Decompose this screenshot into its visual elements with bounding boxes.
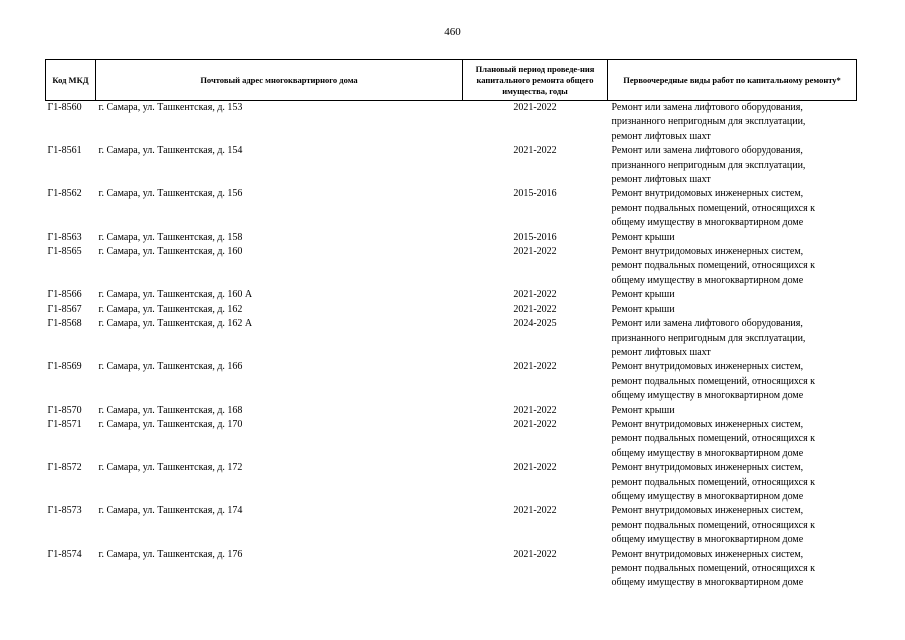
cell-code: Г1-8563 bbox=[47, 231, 82, 243]
cell-address: г. Самара, ул. Ташкентская, д. 162 А bbox=[98, 318, 253, 330]
cell-works bbox=[608, 418, 857, 461]
cell-period: 2021-2022 bbox=[513, 462, 557, 474]
cell-period: 2015-2016 bbox=[513, 231, 557, 243]
work-line: ремонт подвальных помещений, относящихся к bbox=[611, 519, 816, 531]
cell-address: г. Самара, ул. Ташкентская, д. 176 bbox=[98, 548, 243, 560]
work-line: общему имуществу в многоквартирном доме bbox=[611, 534, 804, 546]
header-address: Почтовый адрес многоквартирного дома bbox=[96, 60, 463, 101]
cell-works bbox=[608, 404, 857, 418]
work-line: признанного непригодным для эксплуатации, bbox=[611, 159, 806, 171]
work-line: Ремонт внутридомовых инженерных систем, bbox=[611, 188, 804, 200]
table-row bbox=[46, 360, 857, 403]
cell-works bbox=[608, 461, 857, 504]
cell-works bbox=[608, 101, 857, 145]
cell-period: 2024-2025 bbox=[513, 318, 557, 330]
page-number: 460 bbox=[444, 26, 461, 38]
cell-period: 2021-2022 bbox=[513, 505, 557, 517]
header-works: Первоочередные виды работ по капитальному ремонту* bbox=[608, 60, 857, 101]
cell-period: 2021-2022 bbox=[513, 102, 557, 113]
cell-code: Г1-8568 bbox=[47, 318, 82, 330]
cell-address: г. Самара, ул. Ташкентская, д. 158 bbox=[98, 231, 243, 243]
cell-period: 2021-2022 bbox=[513, 303, 557, 315]
table-row bbox=[46, 418, 857, 461]
cell-code: Г1-8570 bbox=[47, 404, 82, 416]
work-line: общему имуществу в многоквартирном доме bbox=[611, 217, 804, 229]
cell-address: г. Самара, ул. Ташкентская, д. 162 bbox=[98, 303, 243, 315]
cell-code: Г1-8569 bbox=[47, 361, 82, 373]
table-row bbox=[46, 504, 857, 547]
work-line: ремонт лифтовых шахт bbox=[611, 130, 711, 142]
table-row bbox=[46, 231, 857, 245]
cell-code: Г1-8572 bbox=[47, 462, 82, 474]
work-line: общему имуществу в многоквартирном доме bbox=[611, 390, 804, 402]
work-line: Ремонт крыши bbox=[611, 404, 675, 416]
cell-works bbox=[608, 245, 857, 288]
cell-address: г. Самара, ул. Ташкентская, д. 153 bbox=[98, 102, 243, 113]
table-row bbox=[46, 404, 857, 418]
work-line: Ремонт внутридомовых инженерных систем, bbox=[611, 418, 804, 430]
cell-works bbox=[608, 187, 857, 230]
work-line: общему имуществу в многоквартирном доме bbox=[611, 274, 804, 286]
table-body bbox=[46, 101, 857, 591]
cell-code: Г1-8561 bbox=[47, 145, 82, 157]
work-line: общему имуществу в многоквартирном доме bbox=[611, 490, 804, 502]
work-line: Ремонт внутридомовых инженерных систем, bbox=[611, 246, 804, 258]
work-line: признанного непригодным для эксплуатации, bbox=[611, 116, 806, 128]
cell-address: г. Самара, ул. Ташкентская, д. 174 bbox=[98, 505, 243, 517]
header-period: Плановый период проведе-ния капитального ремонта общего имущества, годы bbox=[463, 60, 608, 101]
cell-period: 2021-2022 bbox=[513, 289, 557, 301]
header-row bbox=[46, 60, 857, 101]
work-line: ремонт подвальных помещений, относящихся к bbox=[611, 202, 816, 214]
cell-works bbox=[608, 317, 857, 360]
cell-address: г. Самара, ул. Ташкентская, д. 154 bbox=[98, 145, 243, 157]
cell-code: Г1-8562 bbox=[47, 188, 82, 200]
cell-works bbox=[608, 504, 857, 547]
work-line: ремонт подвальных помещений, относящихся к bbox=[611, 375, 816, 387]
cell-works bbox=[608, 144, 857, 187]
work-line: Ремонт или замена лифтового оборудования, bbox=[611, 318, 803, 330]
table-row bbox=[46, 101, 857, 145]
table-row bbox=[46, 317, 857, 360]
work-line: Ремонт внутридомовых инженерных систем, bbox=[611, 505, 804, 517]
cell-period: 2021-2022 bbox=[513, 361, 557, 373]
work-line: ремонт лифтовых шахт bbox=[611, 346, 711, 358]
cell-works bbox=[608, 231, 857, 245]
cell-period: 2015-2016 bbox=[513, 188, 557, 200]
cell-works bbox=[608, 548, 857, 591]
table-header bbox=[46, 60, 857, 101]
work-line: признанного непригодным для эксплуатации, bbox=[611, 332, 806, 344]
work-line: ремонт подвальных помещений, относящихся к bbox=[611, 563, 816, 574]
work-line: Ремонт внутридомовых инженерных систем, bbox=[611, 361, 804, 373]
cell-code: Г1-8573 bbox=[47, 505, 82, 517]
work-line: ремонт лифтовых шахт bbox=[611, 174, 711, 186]
work-line: Ремонт крыши bbox=[611, 289, 675, 301]
cell-works bbox=[608, 360, 857, 403]
header-code: Код МКД bbox=[46, 60, 96, 101]
table-row bbox=[46, 303, 857, 317]
cell-address: г. Самара, ул. Ташкентская, д. 160 А bbox=[98, 289, 253, 301]
work-line: Ремонт внутридомовых инженерных систем, bbox=[611, 462, 804, 474]
cell-code: Г1-8571 bbox=[47, 418, 82, 430]
cell-period: 2021-2022 bbox=[513, 418, 557, 430]
table-row bbox=[46, 144, 857, 187]
capital-repair-table bbox=[45, 59, 857, 591]
cell-code: Г1-8566 bbox=[47, 289, 82, 301]
work-line: общему имуществу в многоквартирном доме bbox=[611, 447, 804, 459]
cell-address: г. Самара, ул. Ташкентская, д. 170 bbox=[98, 418, 243, 430]
cell-code: Г1-8560 bbox=[47, 102, 82, 113]
work-line: Ремонт крыши bbox=[611, 303, 675, 315]
table-row bbox=[46, 548, 857, 591]
cell-address: г. Самара, ул. Ташкентская, д. 168 bbox=[98, 404, 243, 416]
table-row bbox=[46, 187, 857, 230]
cell-address: г. Самара, ул. Ташкентская, д. 172 bbox=[98, 462, 243, 474]
cell-code: Г1-8565 bbox=[47, 246, 82, 258]
work-line: общему имуществу в многоквартирном доме bbox=[611, 577, 804, 589]
cell-address: г. Самара, ул. Ташкентская, д. 166 bbox=[98, 361, 243, 373]
cell-works bbox=[608, 303, 857, 317]
cell-works bbox=[608, 288, 857, 302]
work-line: Ремонт или замена лифтового оборудования, bbox=[611, 102, 803, 113]
cell-code: Г1-8574 bbox=[47, 548, 82, 560]
cell-code: Г1-8567 bbox=[47, 303, 82, 315]
cell-address: г. Самара, ул. Ташкентская, д. 160 bbox=[98, 246, 243, 258]
cell-period: 2021-2022 bbox=[513, 145, 557, 157]
table-row bbox=[46, 245, 857, 288]
work-line: Ремонт внутридомовых инженерных систем, bbox=[611, 548, 804, 560]
work-line: ремонт подвальных помещений, относящихся к bbox=[611, 260, 816, 272]
table-row bbox=[46, 288, 857, 302]
work-line: ремонт подвальных помещений, относящихся к bbox=[611, 476, 816, 488]
work-line: ремонт подвальных помещений, относящихся к bbox=[611, 433, 816, 445]
cell-period: 2021-2022 bbox=[513, 548, 557, 560]
work-line: Ремонт крыши bbox=[611, 231, 675, 243]
cell-address: г. Самара, ул. Ташкентская, д. 156 bbox=[98, 188, 243, 200]
work-line: Ремонт или замена лифтового оборудования, bbox=[611, 145, 803, 157]
table-row bbox=[46, 461, 857, 504]
cell-period: 2021-2022 bbox=[513, 246, 557, 258]
cell-period: 2021-2022 bbox=[513, 404, 557, 416]
